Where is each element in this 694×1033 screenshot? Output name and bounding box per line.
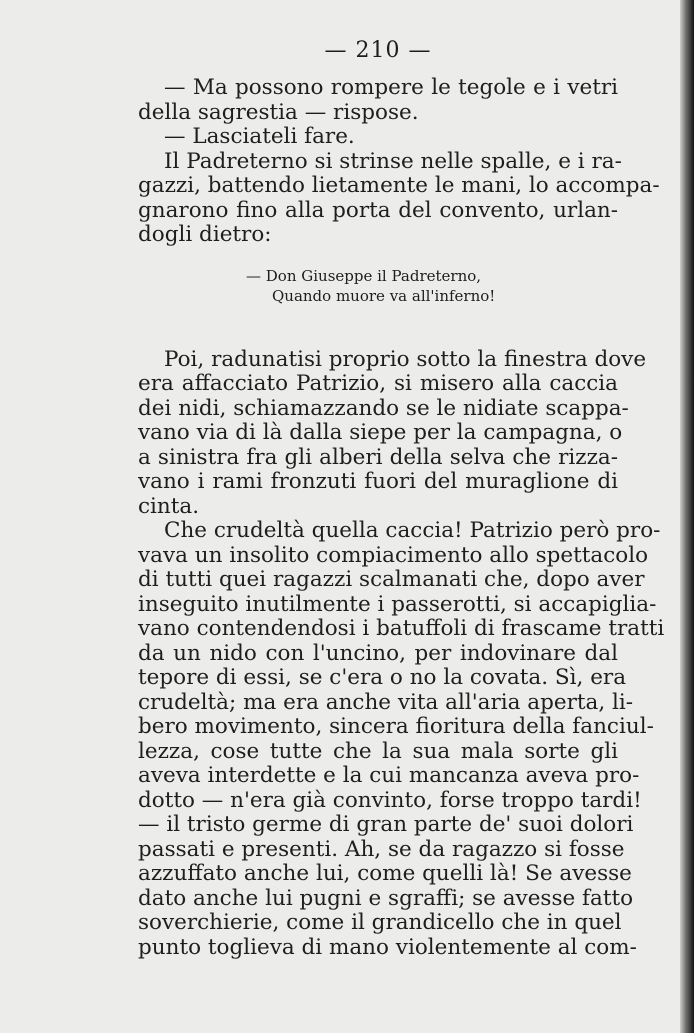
- text-line: inseguito inutilmente i passerotti, si accapiglia-: [138, 591, 657, 617]
- paragraph: [138, 346, 647, 520]
- verse-line: Quando muore va all'inferno!: [272, 286, 496, 305]
- text-line: aveva interdette e la cui mancanza aveva pro-: [138, 763, 640, 788]
- text-line: Che crudeltà quella caccia! Patrizio però pro-: [164, 518, 661, 543]
- text-line: azzuffato anche lui, come quelli là! Se avesse: [138, 861, 632, 886]
- text-line: soverchierie, come il grandicello che in quel: [138, 910, 622, 935]
- text-line: tepore di essi, se c'era o no la covata. Sì, era: [138, 665, 627, 690]
- text-line: vava un insolito compiacimento allo spettacolo: [138, 542, 649, 568]
- text-line: gnarono fino alla porta del convento, urlan-: [138, 197, 618, 223]
- text-line: cinta.: [138, 493, 200, 519]
- text-line: era affacciato Patrizio, si misero alla caccia: [138, 371, 618, 396]
- paragraph: [138, 518, 665, 960]
- page-number: — 210 —: [324, 38, 432, 63]
- text-line: lezza, cose tutte che la sua mala sorte gli: [138, 738, 618, 764]
- text-line: vano contendendosi i batuffoli di frascame tratti: [138, 616, 665, 641]
- paragraph: [138, 148, 660, 248]
- text-line: — Lasciateli fare.: [164, 124, 355, 149]
- verse-line: — Don Giuseppe il Padreterno,: [246, 266, 482, 285]
- text-line: gazzi, battendo lietamente le mani, lo accompa-: [138, 173, 660, 198]
- text-line: crudeltà; ma era anche vita all'aria aperta, li-: [138, 689, 634, 715]
- text-line: — Ma possono rompere le tegole e i vetri: [164, 75, 618, 100]
- text-line: passati e presenti. Ah, se da ragazzo si fosse: [138, 836, 625, 862]
- paragraph: [138, 125, 618, 150]
- text-line: vano i rami fronzuti fuori del muraglione di: [138, 469, 618, 494]
- text-line: dogli dietro:: [138, 222, 272, 247]
- text-line: Poi, radunatisi proprio sotto la finestra dove: [164, 346, 647, 372]
- text-line: dato anche lui pugni e sgraffi; se avesse fatto: [138, 885, 634, 911]
- text-line: bero movimento, sincera fioritura della fanciul-: [138, 714, 654, 739]
- text-line: vano via di là dalla siepe per la campagna, o: [138, 420, 623, 445]
- text-line: di tutti quei ragazzi scalmanati che, dopo aver: [138, 567, 645, 592]
- paragraph: [138, 76, 618, 125]
- text-line: — il tristo germe di gran parte de' suoi dolori: [138, 812, 634, 837]
- text-line: punto toglieva di mano violentemente al com-: [138, 934, 637, 960]
- text-line: da un nido con l'uncino, per indovinare dal: [138, 640, 618, 666]
- text-line: dei nidi, schiamazzando se le nidiate scappa-: [138, 395, 629, 421]
- text-line: a sinistra fra gli alberi della selva che rizza-: [138, 444, 618, 470]
- text-line: dotto — n'era già convinto, forse troppo tardi!: [138, 787, 642, 813]
- text-line: Il Padreterno si strinse nelle spalle, e i ra-: [164, 148, 622, 174]
- text-line: della sagrestia — rispose.: [138, 99, 419, 125]
- text-block: [138, 36, 665, 960]
- verse-quote: [138, 266, 618, 348]
